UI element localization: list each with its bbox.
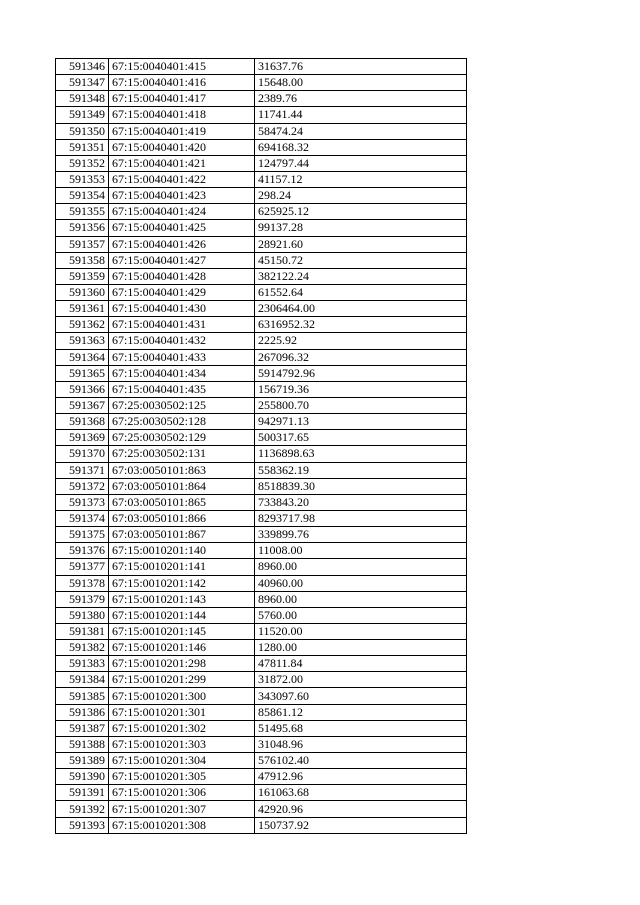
cadastral-number-cell: 67:03:0050101:865 — [109, 494, 255, 510]
row-number-cell: 591393 — [56, 817, 109, 833]
row-number-cell: 591375 — [56, 527, 109, 543]
value-cell: 1136898.63 — [255, 446, 467, 462]
table-row — [56, 527, 467, 543]
row-number-cell: 591376 — [56, 543, 109, 559]
table-row — [56, 365, 467, 381]
value-cell: 8960.00 — [255, 559, 467, 575]
row-number-cell: 591380 — [56, 607, 109, 623]
row-number-cell: 591348 — [56, 91, 109, 107]
table-row — [56, 333, 467, 349]
row-number-cell: 591357 — [56, 236, 109, 252]
table-row — [56, 236, 467, 252]
value-cell: 61552.64 — [255, 284, 467, 300]
table-row — [56, 591, 467, 607]
table-row — [56, 510, 467, 526]
cadastral-number-cell: 67:15:0040401:424 — [109, 204, 255, 220]
cadastral-number-cell: 67:15:0040401:422 — [109, 171, 255, 187]
cadastral-number-cell: 67:15:0040401:423 — [109, 188, 255, 204]
row-number-cell: 591392 — [56, 801, 109, 817]
table-row — [56, 753, 467, 769]
table-row — [56, 494, 467, 510]
value-cell: 255800.70 — [255, 397, 467, 413]
row-number-cell: 591347 — [56, 75, 109, 91]
row-number-cell: 591362 — [56, 317, 109, 333]
row-number-cell: 591350 — [56, 123, 109, 139]
cadastral-number-cell: 67:15:0040401:415 — [109, 59, 255, 75]
value-cell: 28921.60 — [255, 236, 467, 252]
row-number-cell: 591370 — [56, 446, 109, 462]
table-row — [56, 155, 467, 171]
table-row — [56, 220, 467, 236]
value-cell: 11008.00 — [255, 543, 467, 559]
row-number-cell: 591346 — [56, 59, 109, 75]
cadastral-number-cell: 67:15:0010201:299 — [109, 672, 255, 688]
table-row — [56, 623, 467, 639]
value-cell: 31872.00 — [255, 672, 467, 688]
value-cell: 47811.84 — [255, 656, 467, 672]
row-number-cell: 591368 — [56, 414, 109, 430]
cadastral-number-cell: 67:15:0040401:435 — [109, 381, 255, 397]
value-cell: 99137.28 — [255, 220, 467, 236]
table-row — [56, 397, 467, 413]
table-row — [56, 559, 467, 575]
row-number-cell: 591385 — [56, 688, 109, 704]
cadastral-number-cell: 67:15:0040401:417 — [109, 91, 255, 107]
row-number-cell: 591349 — [56, 107, 109, 123]
row-number-cell: 591361 — [56, 301, 109, 317]
row-number-cell: 591384 — [56, 672, 109, 688]
value-cell: 11520.00 — [255, 623, 467, 639]
value-cell: 558362.19 — [255, 462, 467, 478]
row-number-cell: 591365 — [56, 365, 109, 381]
cadastral-number-cell: 67:15:0010201:140 — [109, 543, 255, 559]
value-cell: 47912.96 — [255, 769, 467, 785]
table-row — [56, 817, 467, 833]
table-row — [56, 462, 467, 478]
value-cell: 5760.00 — [255, 607, 467, 623]
value-cell: 2306464.00 — [255, 301, 467, 317]
value-cell: 267096.32 — [255, 349, 467, 365]
table-row — [56, 543, 467, 559]
cadastral-number-cell: 67:15:0040401:430 — [109, 301, 255, 317]
table-row — [56, 381, 467, 397]
table-row — [56, 640, 467, 656]
row-number-cell: 591367 — [56, 397, 109, 413]
value-cell: 11741.44 — [255, 107, 467, 123]
table-row — [56, 430, 467, 446]
value-cell: 15648.00 — [255, 75, 467, 91]
row-number-cell: 591369 — [56, 430, 109, 446]
row-number-cell: 591356 — [56, 220, 109, 236]
value-cell: 51495.68 — [255, 720, 467, 736]
cadastral-number-cell: 67:15:0010201:303 — [109, 736, 255, 752]
cadastral-number-cell: 67:15:0040401:421 — [109, 155, 255, 171]
value-cell: 2225.92 — [255, 333, 467, 349]
row-number-cell: 591389 — [56, 753, 109, 769]
value-cell: 343097.60 — [255, 688, 467, 704]
cadastral-number-cell: 67:15:0040401:416 — [109, 75, 255, 91]
value-cell: 5914792.96 — [255, 365, 467, 381]
value-cell: 85861.12 — [255, 704, 467, 720]
cadastral-number-cell: 67:15:0010201:144 — [109, 607, 255, 623]
table-row — [56, 349, 467, 365]
table-row — [56, 139, 467, 155]
value-cell: 500317.65 — [255, 430, 467, 446]
value-cell: 45150.72 — [255, 252, 467, 268]
table-row — [56, 769, 467, 785]
value-cell: 576102.40 — [255, 753, 467, 769]
cadastral-number-cell: 67:25:0030502:131 — [109, 446, 255, 462]
cadastral-number-cell: 67:25:0030502:125 — [109, 397, 255, 413]
table-row — [56, 171, 467, 187]
cadastral-number-cell: 67:03:0050101:867 — [109, 527, 255, 543]
row-number-cell: 591382 — [56, 640, 109, 656]
cadastral-number-cell: 67:15:0010201:300 — [109, 688, 255, 704]
value-cell: 58474.24 — [255, 123, 467, 139]
value-cell: 31048.96 — [255, 736, 467, 752]
cadastral-number-cell: 67:15:0010201:145 — [109, 623, 255, 639]
cadastral-number-cell: 67:15:0040401:431 — [109, 317, 255, 333]
cadastral-number-cell: 67:25:0030502:128 — [109, 414, 255, 430]
row-number-cell: 591383 — [56, 656, 109, 672]
row-number-cell: 591373 — [56, 494, 109, 510]
value-cell: 625925.12 — [255, 204, 467, 220]
cadastral-number-cell: 67:15:0040401:420 — [109, 139, 255, 155]
cadastral-number-cell: 67:15:0040401:433 — [109, 349, 255, 365]
table-row — [56, 575, 467, 591]
cadastral-number-cell: 67:15:0010201:142 — [109, 575, 255, 591]
cadastral-number-cell: 67:03:0050101:863 — [109, 462, 255, 478]
value-cell: 1280.00 — [255, 640, 467, 656]
cadastral-number-cell: 67:15:0010201:302 — [109, 720, 255, 736]
row-number-cell: 591354 — [56, 188, 109, 204]
row-number-cell: 591366 — [56, 381, 109, 397]
table-row — [56, 446, 467, 462]
table-row — [56, 672, 467, 688]
row-number-cell: 591388 — [56, 736, 109, 752]
row-number-cell: 591377 — [56, 559, 109, 575]
row-number-cell: 591360 — [56, 284, 109, 300]
table-row — [56, 301, 467, 317]
table-row — [56, 188, 467, 204]
row-number-cell: 591359 — [56, 268, 109, 284]
table-row — [56, 317, 467, 333]
row-number-cell: 591387 — [56, 720, 109, 736]
table-row — [56, 785, 467, 801]
table-row — [56, 252, 467, 268]
table-row — [56, 268, 467, 284]
cadastral-number-cell: 67:15:0040401:429 — [109, 284, 255, 300]
table-row — [56, 75, 467, 91]
row-number-cell: 591363 — [56, 333, 109, 349]
value-cell: 42920.96 — [255, 801, 467, 817]
value-cell: 6316952.32 — [255, 317, 467, 333]
row-number-cell: 591352 — [56, 155, 109, 171]
value-cell: 156719.36 — [255, 381, 467, 397]
table-row — [56, 123, 467, 139]
cadastral-number-cell: 67:15:0040401:425 — [109, 220, 255, 236]
value-cell: 8293717.98 — [255, 510, 467, 526]
row-number-cell: 591355 — [56, 204, 109, 220]
table-row — [56, 284, 467, 300]
value-cell: 31637.76 — [255, 59, 467, 75]
table-row — [56, 91, 467, 107]
cadastral-number-cell: 67:15:0040401:432 — [109, 333, 255, 349]
table-body — [56, 59, 467, 834]
row-number-cell: 591353 — [56, 171, 109, 187]
table-row — [56, 607, 467, 623]
value-cell: 161063.68 — [255, 785, 467, 801]
value-cell: 382122.24 — [255, 268, 467, 284]
row-number-cell: 591358 — [56, 252, 109, 268]
table-row — [56, 107, 467, 123]
table-row — [56, 704, 467, 720]
row-number-cell: 591351 — [56, 139, 109, 155]
cadastral-number-cell: 67:15:0010201:305 — [109, 769, 255, 785]
cadastral-number-cell: 67:15:0040401:428 — [109, 268, 255, 284]
cadastral-number-cell: 67:15:0040401:419 — [109, 123, 255, 139]
cadastral-number-cell: 67:15:0010201:301 — [109, 704, 255, 720]
cadastral-number-cell: 67:15:0010201:304 — [109, 753, 255, 769]
row-number-cell: 591390 — [56, 769, 109, 785]
cadastral-number-cell: 67:15:0040401:434 — [109, 365, 255, 381]
row-number-cell: 591364 — [56, 349, 109, 365]
value-cell: 339899.76 — [255, 527, 467, 543]
cadastral-number-cell: 67:15:0010201:146 — [109, 640, 255, 656]
value-cell: 41157.12 — [255, 171, 467, 187]
row-number-cell: 591378 — [56, 575, 109, 591]
row-number-cell: 591374 — [56, 510, 109, 526]
table-row — [56, 478, 467, 494]
table-row — [56, 204, 467, 220]
table-row — [56, 59, 467, 75]
row-number-cell: 591372 — [56, 478, 109, 494]
row-number-cell: 591371 — [56, 462, 109, 478]
row-number-cell: 591391 — [56, 785, 109, 801]
cadastral-number-cell: 67:25:0030502:129 — [109, 430, 255, 446]
table-row — [56, 720, 467, 736]
table-row — [56, 414, 467, 430]
value-cell: 124797.44 — [255, 155, 467, 171]
cadastral-number-cell: 67:15:0010201:308 — [109, 817, 255, 833]
cadastral-number-cell: 67:03:0050101:864 — [109, 478, 255, 494]
data-table — [55, 58, 467, 834]
value-cell: 40960.00 — [255, 575, 467, 591]
row-number-cell: 591386 — [56, 704, 109, 720]
cadastral-number-cell: 67:15:0010201:307 — [109, 801, 255, 817]
row-number-cell: 591379 — [56, 591, 109, 607]
cadastral-number-cell: 67:15:0010201:298 — [109, 656, 255, 672]
cadastral-number-cell: 67:15:0040401:427 — [109, 252, 255, 268]
value-cell: 2389.76 — [255, 91, 467, 107]
table-row — [56, 736, 467, 752]
cadastral-number-cell: 67:15:0010201:141 — [109, 559, 255, 575]
value-cell: 733843.20 — [255, 494, 467, 510]
value-cell: 8518839.30 — [255, 478, 467, 494]
value-cell: 942971.13 — [255, 414, 467, 430]
value-cell: 150737.92 — [255, 817, 467, 833]
cadastral-number-cell: 67:15:0010201:143 — [109, 591, 255, 607]
cadastral-number-cell: 67:03:0050101:866 — [109, 510, 255, 526]
table-row — [56, 656, 467, 672]
cadastral-number-cell: 67:15:0040401:418 — [109, 107, 255, 123]
table-row — [56, 688, 467, 704]
value-cell: 8960.00 — [255, 591, 467, 607]
cadastral-number-cell: 67:15:0010201:306 — [109, 785, 255, 801]
value-cell: 298.24 — [255, 188, 467, 204]
cadastral-number-cell: 67:15:0040401:426 — [109, 236, 255, 252]
value-cell: 694168.32 — [255, 139, 467, 155]
row-number-cell: 591381 — [56, 623, 109, 639]
table-row — [56, 801, 467, 817]
